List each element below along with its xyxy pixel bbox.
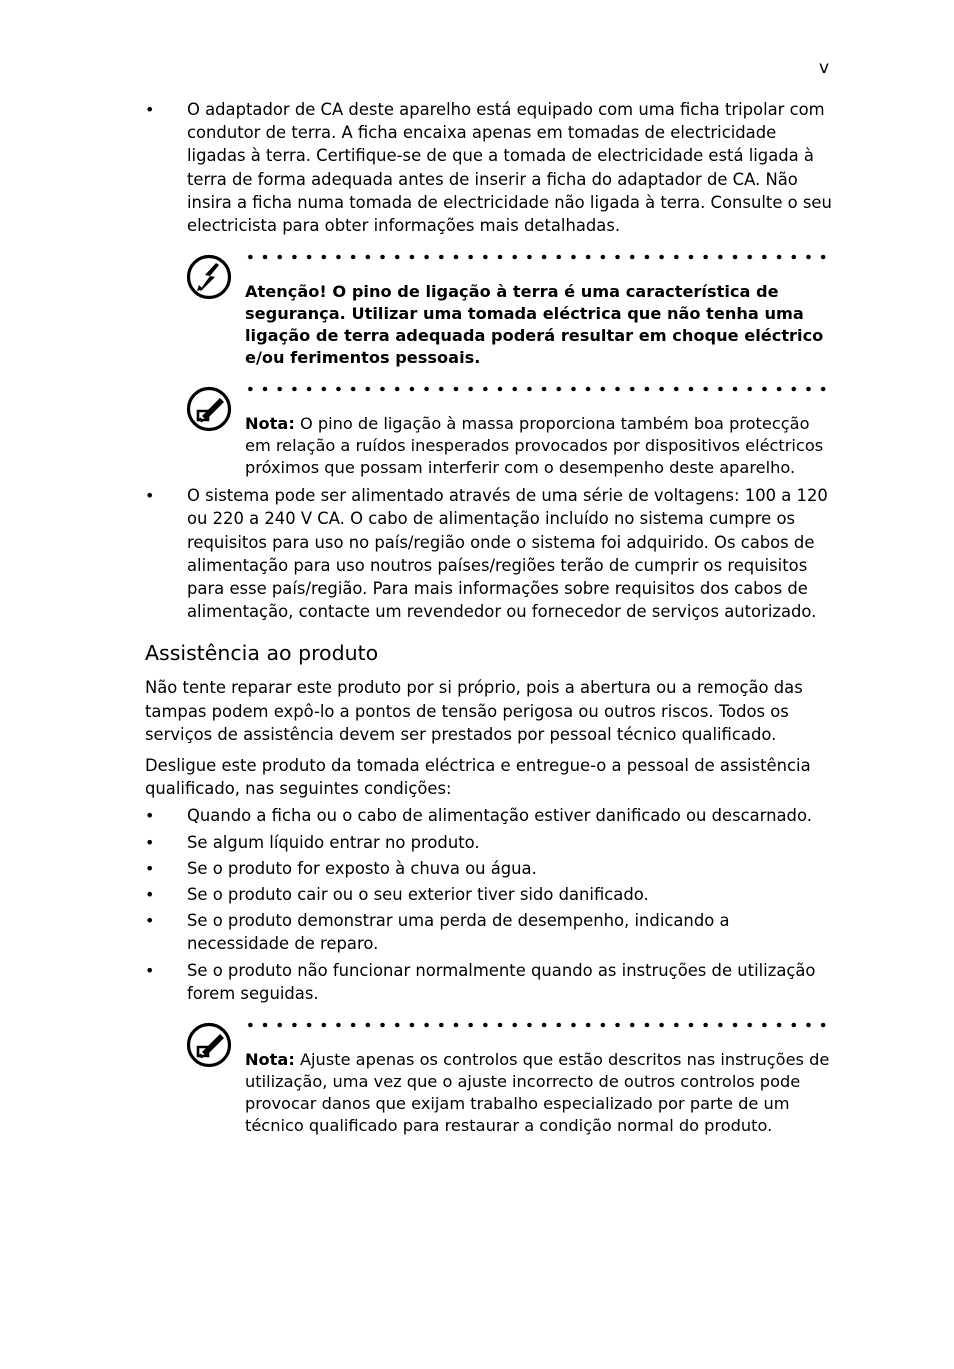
- bullet-marker: •: [145, 832, 155, 852]
- list-item: [145, 804, 833, 827]
- page-number: v: [819, 58, 830, 78]
- bullet-text: Se o produto cair ou o seu exterior tiver sido danificado.: [187, 885, 649, 905]
- bullet-marker: •: [145, 806, 155, 826]
- warning-text: Atenção! O pino de ligação à terra é uma característica de segurança. Utilizar uma tomada eléctrica que não tenha uma ligação de terra adequada poderá resultar em choque eléctrico e/ou ferimentos pessoais.: [245, 282, 824, 368]
- bullet-marker: •: [145, 911, 155, 931]
- list-item: [145, 909, 833, 955]
- paragraph: Desligue este produto da tomada eléctrica e entregue-o a pessoal de assistência qualificado, nas seguintes condições:: [145, 756, 811, 799]
- warning-lightning-icon: [186, 254, 232, 300]
- list-item: [145, 831, 833, 854]
- list-item: [145, 883, 833, 906]
- dotted-divider: [245, 386, 833, 392]
- note-notice: [145, 386, 833, 479]
- note-body: O pino de ligação à massa proporciona também boa protecção em relação a ruídos inesperados provocados por dispositivos eléctricos próximos que possam interferir com o desempenho deste aparelho.: [245, 414, 824, 478]
- list-item: [145, 484, 833, 623]
- bullet-text: Se algum líquido entrar no produto.: [187, 832, 480, 852]
- section-heading: Assistência ao produto: [145, 641, 379, 666]
- dotted-divider: [245, 254, 833, 260]
- warning-notice: [145, 254, 833, 369]
- bullet-marker: •: [145, 858, 155, 878]
- note-pen-icon: [186, 386, 232, 432]
- page-content: [145, 98, 833, 1137]
- list-item: [145, 857, 833, 880]
- list-item: [145, 98, 833, 237]
- bullet-marker: •: [145, 486, 155, 506]
- bullet-marker: •: [145, 885, 155, 905]
- list-item: [145, 959, 833, 1005]
- note-notice: [145, 1022, 833, 1137]
- bullet-marker: •: [145, 960, 155, 980]
- bullet-text: O sistema pode ser alimentado através de uma série de voltagens: 100 a 120 ou 220 a 240 V CA. O cabo de alimentação incluído no sistema cumpre os requisitos para uso no país/região onde o sistema foi adquirido. Os cabos de alimentação para uso noutros países/regiões terão de cumprir os requisitos para esse país/região. Para mais informações sobre requisitos dos cabos de alimentação, contacte um revendedor ou fornecedor de serviços autorizado.: [187, 486, 828, 622]
- bullet-text: O adaptador de CA deste aparelho está equipado com uma ficha tripolar com condutor de terra. A ficha encaixa apenas em tomadas de electricidade ligadas à terra. Certifique-se de que a tomada de electricidade está ligada à terra de forma adequada antes de inserir a ficha do adaptador de CA. Não insira a ficha numa tomada de electricidade não ligada à terra. Consulte o seu electricista para obter informações mais detalhadas.: [187, 100, 832, 236]
- paragraph: Não tente reparar este produto por si próprio, pois a abertura ou a remoção das tampas podem expô-lo a pontos de tensão perigosa ou outros riscos. Todos os serviços de assistência devem ser prestados por pessoal técnico qualificado.: [145, 678, 803, 744]
- note-label: Nota:: [245, 414, 295, 434]
- note-body: Ajuste apenas os controlos que estão descritos nas instruções de utilização, uma vez que o ajuste incorrecto de outros controlos pode provocar danos que exijam trabalho especializado por parte de um técnico qualificado para restaurar a condição normal do produto.: [245, 1050, 830, 1136]
- bullet-text: Se o produto for exposto à chuva ou água.: [187, 858, 537, 878]
- bullet-text: Quando a ficha ou o cabo de alimentação estiver danificado ou descarnado.: [187, 806, 812, 826]
- bullet-text: Se o produto não funcionar normalmente quando as instruções de utilização forem seguidas.: [187, 960, 816, 1003]
- note-label: Nota:: [245, 1050, 295, 1070]
- bullet-text: Se o produto demonstrar uma perda de desempenho, indicando a necessidade de reparo.: [187, 911, 730, 954]
- note-text: [245, 1049, 833, 1137]
- dotted-divider: [245, 1022, 833, 1028]
- note-text: [245, 413, 833, 479]
- bullet-marker: •: [145, 100, 155, 119]
- note-pen-icon: [186, 1022, 232, 1068]
